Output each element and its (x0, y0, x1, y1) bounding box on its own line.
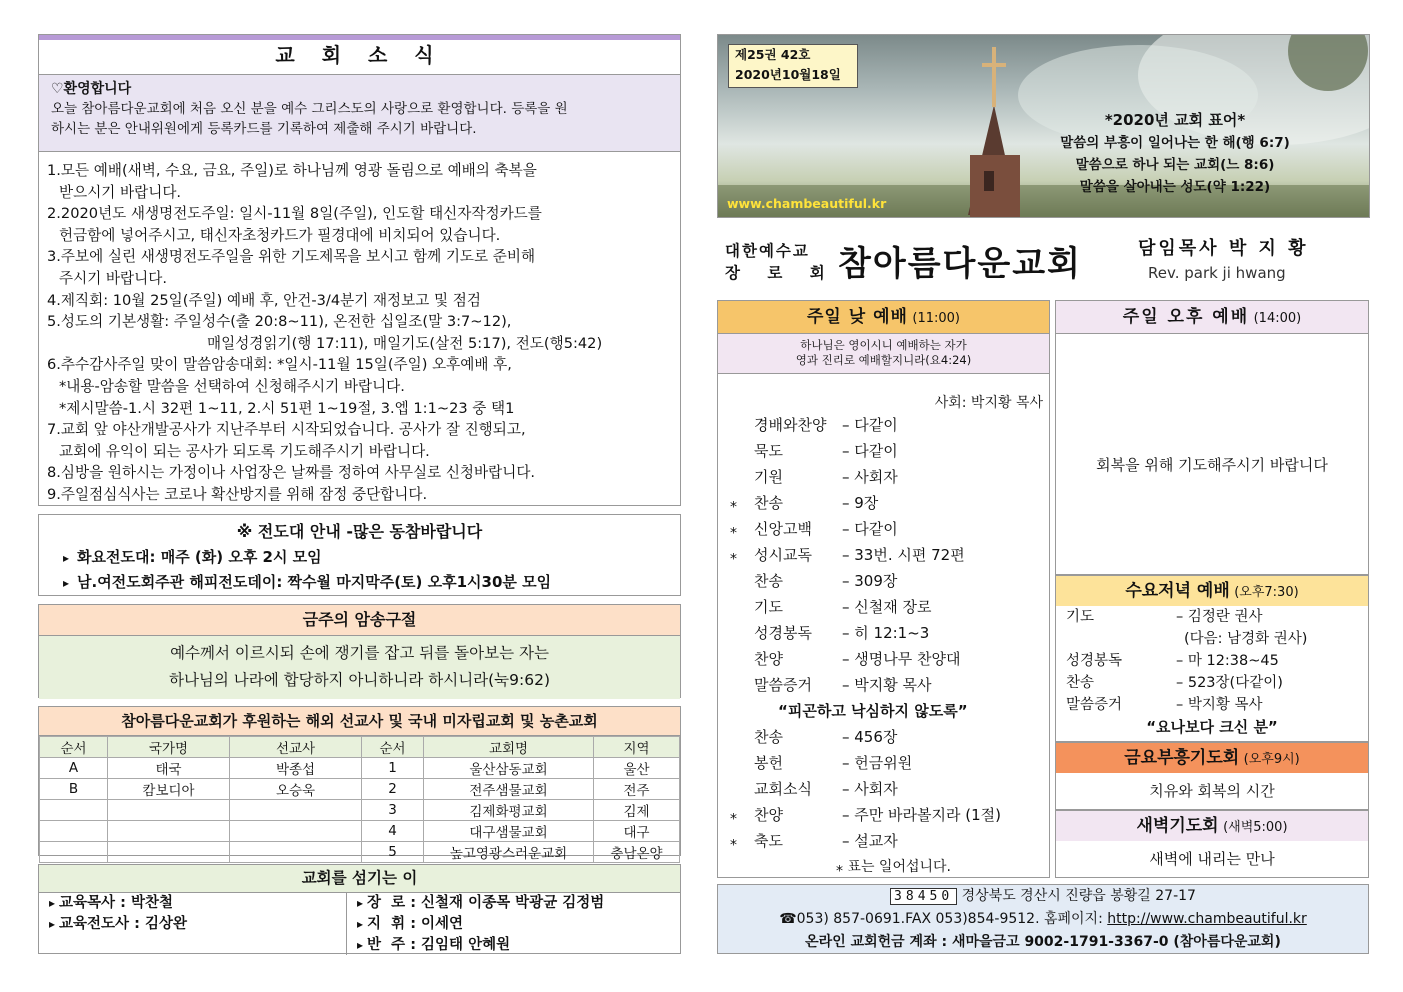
service-order-row (718, 802, 1049, 828)
order-label: 찬송 (754, 728, 783, 746)
staff-left-column (39, 893, 347, 955)
row-label: 성경봉독 (1066, 653, 1123, 669)
row-label: 말씀증거 (1066, 697, 1123, 713)
news-item: *제시말씀-1.시 32편 1~11, 2.시 51편 1~19절, 3.엡 1:1~23 중 택1 (59, 399, 515, 417)
service-order-row (718, 516, 1049, 542)
table-cell: 김제화평교회 (424, 800, 594, 821)
welcome-text: 오늘 참아름다운교회에 처음 오신 분을 예수 그리스도의 사랑으로 환영합니다. 등록을 원 (51, 101, 568, 117)
order-label: 성경봉독 (754, 624, 812, 642)
afternoon-service-header (1056, 301, 1368, 334)
dawn-prayer-text: 새벽에 내리는 만나 (1149, 850, 1275, 868)
row-value: – 박지황 목사 (1176, 697, 1263, 713)
issue-date: 2020년10월18일 (735, 67, 841, 82)
table-cell: 1 (362, 758, 424, 779)
order-label: 기도 (754, 598, 783, 616)
church-news-title: 교 회 소 식 (39, 35, 680, 75)
table-row (40, 758, 680, 779)
pastor-english-name: Rev. park ji hwang (1148, 264, 1286, 282)
motto-title: *2020년 교회 표어* (1104, 111, 1246, 129)
denomination-line: 대한예수교 (725, 242, 810, 260)
wednesday-service-title: 수요저녁 예배 (1125, 581, 1230, 601)
table-cell: 박종섭 (230, 758, 362, 779)
homepage-link[interactable]: http://www.chambeautiful.kr (1107, 911, 1307, 927)
friday-prayer-box (1055, 742, 1369, 810)
table-cell: B (40, 779, 108, 800)
issue-box (728, 44, 858, 88)
news-item: 7.교회 앞 야산개발공사가 지난주부터 시작되었습니다. 공사가 잘 진행되고, (47, 421, 526, 439)
memory-verse-box (38, 604, 681, 698)
column-header: 순서 (362, 737, 424, 758)
order-value: – 주만 바라볼지라 (1절) (842, 806, 1001, 824)
table-row (40, 800, 680, 821)
table-cell (230, 800, 362, 821)
order-label: 찬양 (754, 806, 783, 824)
wednesday-hymn (1056, 672, 1368, 694)
news-item: 매일성경읽기(행 17:11), 매일기도(살전 5:17), 전도(행5:42) (207, 334, 603, 352)
standing-star: ⁎ (730, 807, 737, 823)
missions-title: 참아름다운교회가 후원하는 해외 선교사 및 국내 미자립교회 및 농촌교회 (39, 707, 680, 736)
staff-item: ▸ 교육전도사 : 김상완 (49, 914, 346, 935)
afternoon-service-time: (14:00) (1253, 311, 1302, 326)
sunday-service-title: 주일 낮 예배 (806, 307, 908, 327)
denomination-line: 장 로 회 (725, 264, 836, 282)
denomination (725, 240, 836, 284)
table-cell: 5 (362, 842, 424, 863)
column-header: 지역 (594, 737, 680, 758)
order-value: – 33번. 시편 72편 (842, 546, 965, 564)
wednesday-preacher (1056, 694, 1368, 716)
welcome-section (39, 75, 680, 152)
phone-fax: ☎053) 857-0691.FAX 053)854-9512. 홈페이지: (779, 911, 1103, 927)
evangelism-title: ※ 전도대 안내 -많은 동참바랍니다 (236, 522, 483, 541)
order-of-service (718, 412, 1049, 698)
standing-star: ⁎ (730, 521, 737, 537)
column-header: 선교사 (230, 737, 362, 758)
news-item: 9.주일점심식사는 코로나 확산방지를 위해 잠정 중단합니다. (47, 485, 428, 503)
missions-box (38, 706, 681, 862)
welcome-text: 하시는 분은 안내위원에게 등록카드를 기록하여 제출해 주시기 바랍니다. (51, 121, 477, 137)
staff-item: ▸ 장 로 : 신철재 이종목 박광균 김정범 (357, 893, 680, 914)
afternoon-message: 회복을 위해 기도해주시기 바랍니다 (1096, 456, 1328, 474)
table-cell: 대구 (594, 821, 680, 842)
footer-phone-line (718, 908, 1368, 931)
order-label: 성시교독 (754, 546, 812, 564)
order-value: – 9장 (842, 494, 879, 512)
order-label: 교회소식 (754, 780, 812, 798)
table-cell: 김제 (594, 800, 680, 821)
row-value: – 마 12:38~45 (1176, 653, 1279, 669)
table-cell: 오승욱 (230, 779, 362, 800)
motto-block (1010, 108, 1340, 198)
order-label: 찬송 (754, 572, 783, 590)
service-order-row (718, 438, 1049, 464)
service-order-row (718, 568, 1049, 594)
table-row (40, 842, 680, 863)
memory-verse-line: 예수께서 이르시되 손에 쟁기를 잡고 뒤를 돌아보는 자는 (170, 644, 549, 662)
news-item: 5.성도의 기본생활: 주일성수(출 20:8~11), 온전한 십일조(말 3:7~12), (47, 313, 512, 331)
sunday-service-time: (11:00) (912, 311, 960, 326)
service-order-row (718, 464, 1049, 490)
table-cell (108, 800, 230, 821)
wednesday-prayer-next (1056, 628, 1368, 650)
table-cell: 대구샘물교회 (424, 821, 594, 842)
staff-box (38, 864, 681, 954)
senior-pastor: 담임목사 박 지 황 (1138, 238, 1309, 259)
order-label: 축도 (754, 832, 783, 850)
table-cell: 전주샘물교회 (424, 779, 594, 800)
issue-volume: 제25권 42호 (735, 47, 811, 62)
standing-note: ⁎ 표는 일어섭니다. (835, 859, 952, 875)
service-order-row (718, 672, 1049, 698)
news-item: 1.모든 예배(새벽, 수요, 금요, 주일)로 하나님께 영광 돌림으로 예배의 축복을 (47, 162, 537, 179)
service-order-row (718, 412, 1049, 438)
news-item: 교회에 유익이 되는 공사가 되도록 기도해주시기 바랍니다. (59, 442, 430, 460)
service-order-row (718, 646, 1049, 672)
row-value: – 523장(다같이) (1176, 675, 1283, 691)
dawn-prayer-title: 새벽기도회 (1136, 816, 1219, 836)
sunday-service-box (717, 300, 1050, 878)
evangelism-box (38, 514, 681, 596)
staff-item: ▸ 교육목사 : 박찬철 (49, 893, 346, 914)
offering-account: 온라인 교회헌금 계좌 : 새마을금고 9002-1791-3367-0 (참아름다운교회) (805, 934, 1281, 950)
column-header: 순서 (40, 737, 108, 758)
table-cell (230, 821, 362, 842)
table-cell (40, 842, 108, 863)
order-value: – 생명나무 찬양대 (842, 650, 961, 668)
table-cell: 태국 (108, 758, 230, 779)
welcome-title: ♡환영합니다 (51, 81, 132, 97)
news-item: 4.제직회: 10월 25일(주일) 예배 후, 안건-3/4분기 재정보고 및 점검 (47, 291, 481, 309)
table-cell: 캄보디아 (108, 779, 230, 800)
motto-line: 말씀으로 하나 되는 교회(느 8:6) (1075, 157, 1275, 173)
news-item: 받으시기 바랍니다. (59, 183, 182, 201)
wednesday-sermon-title: “요나보다 크신 분” (1146, 718, 1278, 736)
banner-url: www.chambeautiful.kr (727, 196, 887, 211)
service-order-row (718, 828, 1049, 854)
address: 경상북도 경산시 진량읍 봉황길 27-17 (961, 888, 1196, 904)
order-value: – 456장 (842, 728, 898, 746)
table-row (40, 821, 680, 842)
row-value: – 김정란 권사 (1176, 609, 1263, 625)
service-order-row (718, 620, 1049, 646)
news-items (39, 152, 680, 506)
verse-line: 영과 진리로 예배할지니라(요4:24) (795, 353, 972, 367)
memory-verse-line: 하나님의 나라에 합당하지 아니하니라 하시니라(눅9:62) (168, 671, 551, 689)
table-cell: A (40, 758, 108, 779)
postal-code (890, 888, 957, 904)
order-value: – 다같이 (842, 416, 898, 434)
service-order-row (718, 490, 1049, 516)
dawn-prayer-box (1055, 810, 1369, 878)
news-item: 헌금함에 넣어주시고, 태신자초청카드가 필경대에 비치되어 있습니다. (59, 226, 501, 244)
order-label: 봉헌 (754, 754, 783, 772)
staff-item: ▸ 지 휘 : 이세연 (357, 914, 680, 935)
order-label: 묵도 (754, 442, 783, 460)
table-row (40, 779, 680, 800)
table-cell (108, 842, 230, 863)
order-value: – 헌금위원 (842, 754, 913, 772)
sermon-title: “피곤하고 낙심하지 않도록” (778, 702, 968, 720)
table-cell: 2 (362, 779, 424, 800)
table-cell: 울산삼동교회 (424, 758, 594, 779)
order-value: – 다같이 (842, 442, 898, 460)
wednesday-service-header (1056, 576, 1368, 606)
table-cell: 전주 (594, 779, 680, 800)
order-label: 경배와찬양 (754, 416, 827, 434)
verse-line: 하나님은 영이시니 예배하는 자가 (800, 338, 967, 352)
table-cell: 4 (362, 821, 424, 842)
wednesday-service-time: (오후7:30) (1234, 585, 1299, 600)
row-label: 기도 (1066, 609, 1095, 625)
service-order-row (718, 776, 1049, 802)
table-cell: 높고영광스러운교회 (424, 842, 594, 863)
standing-star: ⁎ (730, 495, 737, 511)
service-leader: 사회: 박지황 목사 (934, 395, 1043, 411)
standing-star: ⁎ (730, 833, 737, 849)
order-value: – 박지황 목사 (842, 676, 932, 694)
news-item: 2.2020년도 새생명전도주일: 일시-11월 8일(주일), 인도할 태신자작정카드를 (47, 205, 542, 223)
order-label: 신앙고백 (754, 520, 812, 538)
order-label: 찬송 (754, 494, 783, 512)
order-value: – 설교자 (842, 832, 898, 850)
friday-prayer-text: 치유와 회복의 시간 (1149, 782, 1275, 800)
service-order-row (718, 724, 1049, 750)
order-label: 기원 (754, 468, 783, 486)
staff-item: ▸ 반 주 : 김임태 안혜원 (357, 935, 680, 956)
postal-code-digits: 38450 (890, 888, 957, 905)
motto-line: 말씀을 살아내는 성도(약 1:22) (1079, 179, 1271, 195)
table-cell (230, 842, 362, 863)
friday-prayer-time: (오후9시) (1243, 752, 1300, 767)
missions-header-row (40, 737, 680, 758)
church-name: 참아름다운교회 (838, 244, 1082, 284)
afternoon-service-title: 주일 오후 예배 (1122, 307, 1250, 327)
news-item: 8.심방을 원하시는 가정이나 사업장은 날짜를 정하여 사무실로 신청바랍니다. (47, 464, 536, 482)
dawn-prayer-header (1056, 811, 1368, 841)
evangelism-item: ▸ 남.여전도회주관 해피전도데이: 짝수월 마지막주(토) 오후1시30분 모임 (39, 570, 680, 595)
sunday-verse (718, 334, 1049, 374)
order-value: – 사회자 (842, 468, 898, 486)
column-header: 교회명 (424, 737, 594, 758)
table-cell: 3 (362, 800, 424, 821)
news-item: 주시기 바랍니다. (59, 269, 167, 287)
friday-prayer-title: 금요부흥기도회 (1124, 748, 1240, 768)
order-of-service-continued (718, 724, 1049, 854)
dawn-prayer-time: (새벽5:00) (1223, 820, 1288, 835)
order-value: – 히 12:1~3 (842, 624, 930, 642)
news-item: 6.추수감사주일 맞이 말씀암송대회: *일시-11월 15일(주일) 오후예배 후, (47, 356, 512, 374)
service-order-row (718, 750, 1049, 776)
footer-address-line (718, 885, 1368, 908)
staff-title: 교회를 섬기는 이 (39, 865, 680, 893)
wednesday-reading (1056, 650, 1368, 672)
service-order-row (718, 542, 1049, 568)
order-value: – 다같이 (842, 520, 898, 538)
evangelism-item: ▸ 화요전도대: 매주 (화) 오후 2시 모임 (39, 545, 680, 570)
church-news-box (38, 34, 681, 506)
order-value: – 309장 (842, 572, 898, 590)
order-label: 말씀증거 (754, 676, 812, 694)
row-value: (다음: 남경화 권사) (1184, 631, 1308, 647)
order-label: 찬양 (754, 650, 783, 668)
table-cell (40, 821, 108, 842)
sunday-service-header (718, 301, 1049, 334)
service-order-row (718, 594, 1049, 620)
news-item: 3.주보에 실린 새생명전도주일을 위한 기도제목을 보시고 함께 기도로 준비해 (47, 248, 536, 266)
order-value: – 사회자 (842, 780, 898, 798)
order-value: – 신철재 장로 (842, 598, 932, 616)
wednesday-prayer (1056, 606, 1368, 628)
footer-contact (717, 884, 1369, 954)
standing-star: ⁎ (730, 547, 737, 563)
table-cell: 울산 (594, 758, 680, 779)
memory-verse-title: 금주의 암송구절 (39, 605, 680, 636)
column-header: 국가명 (108, 737, 230, 758)
wednesday-service-box (1055, 575, 1369, 742)
news-item: *내용-암송할 말씀을 선택하여 신청해주시기 바랍니다. (59, 377, 405, 395)
table-cell: 충남온양 (594, 842, 680, 863)
row-label: 찬송 (1066, 675, 1095, 691)
afternoon-service-box (1055, 300, 1369, 575)
memory-verse-text (39, 636, 680, 699)
staff-right-column (347, 893, 680, 956)
table-cell (40, 800, 108, 821)
table-cell (108, 821, 230, 842)
missions-table (39, 736, 680, 863)
friday-prayer-header (1056, 743, 1368, 773)
motto-line: 말씀의 부흥이 일어나는 한 해(행 6:7) (1060, 135, 1290, 151)
